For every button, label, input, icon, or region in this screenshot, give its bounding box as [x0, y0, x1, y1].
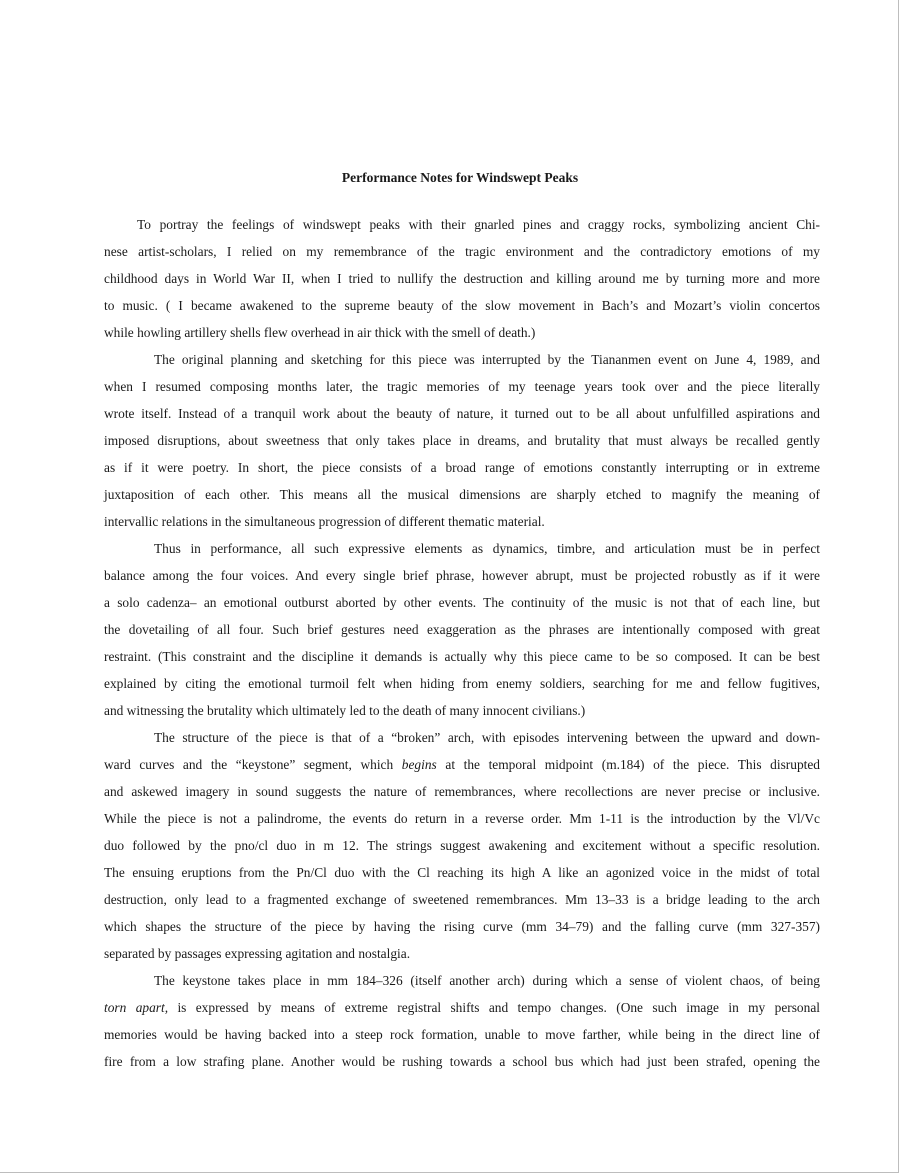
document-title: Performance Notes for Windswept Peaks	[341, 170, 579, 185]
text-line: The ensuing eruptions from the Pn/Cl duo with the Cl reaching its high A like an agonized voice in the midst of total	[104, 865, 820, 880]
text-line: balance among the four voices. And every single brief phrase, however abrupt, must be projected robustly as if it were	[104, 568, 820, 583]
text-line: imposed disruptions, about sweetness that only takes place in dreams, and brutality that must always be recalled gently	[104, 433, 820, 448]
text-line: a solo cadenza– an emotional outburst aborted by other events. The continuity of the music is not that of each line, but	[104, 595, 820, 610]
text-segment: at the temporal midpoint (m.184) of the piece. This disrupted	[445, 757, 820, 772]
paragraph-5	[104, 967, 820, 1075]
text-line: as if it were poetry. In short, the piece consists of a broad range of emotions constantly interrupting or in extreme	[104, 460, 820, 475]
text-line: memories would be having backed into a steep rock formation, unable to move farther, while being in the direct line of	[104, 1027, 820, 1042]
text-line: explained by citing the emotional turmoil felt when hiding from enemy soldiers, searching for me and fellow fugitives,	[104, 676, 820, 691]
text-line: nese artist-scholars, I relied on my remembrance of the tragic environment and the contradictory emotions of my	[104, 244, 820, 259]
text-line: and witnessing the brutality which ultimately led to the death of many innocent civilians.)	[104, 703, 586, 718]
text-line: to music. ( I became awakened to the supreme beauty of the slow movement in Bach’s and Mozart’s violin concertos	[104, 298, 820, 313]
italic-word: begins	[401, 757, 437, 772]
paragraph-4	[104, 724, 820, 967]
text-line: intervallic relations in the simultaneous progression of different thematic material.	[104, 514, 545, 529]
text-line: duo followed by the pno/cl duo in m 12. The strings suggest awakening and excitement without a specific resolution.	[104, 838, 820, 853]
document-body	[104, 211, 820, 1075]
text-line: and askewed imagery in sound suggests the nature of remembrances, where recollections are never precise or inclusive.	[104, 784, 820, 799]
text-segment: ward curves and the “keystone” segment, which	[104, 757, 394, 772]
text-line: the dovetailing of all four. Such brief gestures need exaggeration as the phrases are intentionally composed with great	[104, 622, 820, 637]
text-line-mixed	[104, 751, 820, 778]
text-line: The keystone takes place in mm 184–326 (itself another arch) during which a sense of violent chaos, of being	[154, 973, 820, 988]
text-line: separated by passages expressing agitation and nostalgia.	[104, 946, 411, 961]
text-line: To portray the feelings of windswept peaks with their gnarled pines and craggy rocks, symbolizing ancient Chi-	[137, 217, 820, 232]
text-line: when I resumed composing months later, the tragic memories of my teenage years took over and the piece literally	[104, 379, 820, 394]
text-line: juxtaposition of each other. This means all the musical dimensions are sharply etched to magnify the meaning of	[104, 487, 820, 502]
text-line: restraint. (This constraint and the discipline it demands is actually why this piece came to be so composed. It can be best	[104, 649, 820, 664]
text-line: The original planning and sketching for this piece was interrupted by the Tiananmen event on June 4, 1989, and	[154, 352, 820, 367]
text-segment: is expressed by means of extreme registral shifts and tempo changes. (One such image in my personal	[177, 1000, 820, 1015]
paragraph-1	[104, 211, 820, 346]
text-line: childhood days in World War II, when I tried to nullify the destruction and killing around me by turning more and more	[104, 271, 820, 286]
italic-phrase: torn apart,	[104, 1000, 169, 1015]
text-line-mixed	[104, 994, 820, 1021]
text-line: while howling artillery shells flew overhead in air thick with the smell of death.)	[104, 325, 536, 340]
paragraph-2	[104, 346, 820, 535]
text-line: While the piece is not a palindrome, the events do return in a reverse order. Mm 1-11 is the introduction by the Vl/Vc	[104, 811, 820, 826]
text-line: wrote itself. Instead of a tranquil work about the beauty of nature, it turned out to be all about unfulfilled aspirations and	[104, 406, 820, 421]
text-line: Thus in performance, all such expressive elements as dynamics, timbre, and articulation must be in perfect	[154, 541, 820, 556]
text-line: destruction, only lead to a fragmented exchange of sweetened remembrances. Mm 13–33 is a bridge leading to the arch	[104, 892, 820, 907]
text-line: The structure of the piece is that of a “broken” arch, with episodes intervening between the upward and down-	[154, 730, 820, 745]
text-line: which shapes the structure of the piece by having the rising curve (mm 34–79) and the falling curve (mm 327-357)	[104, 919, 820, 934]
text-line: fire from a low strafing plane. Another would be rushing towards a school bus which had just been strafed, opening the	[104, 1054, 820, 1069]
paragraph-3	[104, 535, 820, 724]
